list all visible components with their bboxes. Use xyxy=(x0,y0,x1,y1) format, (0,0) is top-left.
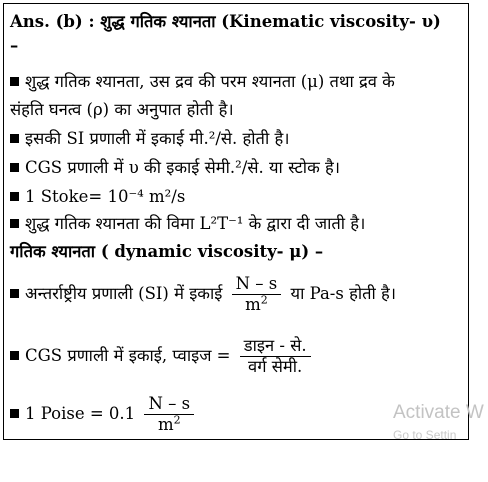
bullet-square-icon xyxy=(10,134,19,143)
bullet-square-icon xyxy=(10,192,19,201)
fraction: $\frac{N - s}{m^2}$ xyxy=(144,394,194,435)
fraction: $\frac{N - s}{m^2}$ xyxy=(232,274,282,315)
bullet-square-icon xyxy=(10,409,19,418)
list-item: CGS प्रणाली में υ की इकाई सेमी.²/से. या स्टोक है। xyxy=(10,158,340,178)
list-item: CGS प्रणाली में इकाई, प्वाइज = $\frac{\text{डाइन - से.}}{\text{वर्ग सेमी.}}$ xyxy=(10,334,315,378)
fraction: $\frac{\text{डाइन - से.}}{\text{वर्ग सेमी.}}$ xyxy=(240,336,311,377)
list-item: शुद्ध गतिक श्यानता की विमा L²T⁻¹ के द्वारा दी जाती है। xyxy=(10,214,365,234)
list-item-continuation: संहति घनत्व (ρ) का अनुपात होती है। xyxy=(10,100,234,119)
settings-watermark: Go to Settin xyxy=(393,428,457,442)
bullet-square-icon xyxy=(10,289,19,298)
bullet-square-icon xyxy=(10,163,19,172)
list-item: 1 Poise = 0.1 $\frac{N - s}{m^2}$ xyxy=(10,392,198,436)
section-heading: गतिक श्यानता ( dynamic viscosity- μ) – xyxy=(10,242,324,261)
list-item: अन्तर्राष्ट्रीय प्रणाली (SI) में इकाई $\frac{N - s}{m^2}$ या Pa-s होती है। xyxy=(10,272,396,316)
answer-heading: Ans. (b) : शुद्ध गतिक श्यानता (Kinematic viscosity- υ) xyxy=(10,12,441,31)
bullet-square-icon xyxy=(10,219,19,228)
list-item: 1 Stoke= 10⁻⁴ m²/s xyxy=(10,187,185,207)
answer-heading-dash: – xyxy=(10,36,19,55)
answer-box xyxy=(3,3,469,440)
list-item: शुद्ध गतिक श्यानता, उस द्रव की परम श्यानता (μ) तथा द्रव के xyxy=(10,72,395,92)
list-item: इसकी SI प्रणाली में इकाई मी.²/से. होती है। xyxy=(10,129,290,149)
bullet-square-icon xyxy=(10,77,19,86)
bullet-square-icon xyxy=(10,351,19,360)
activate-windows-watermark: Activate W xyxy=(393,402,484,423)
